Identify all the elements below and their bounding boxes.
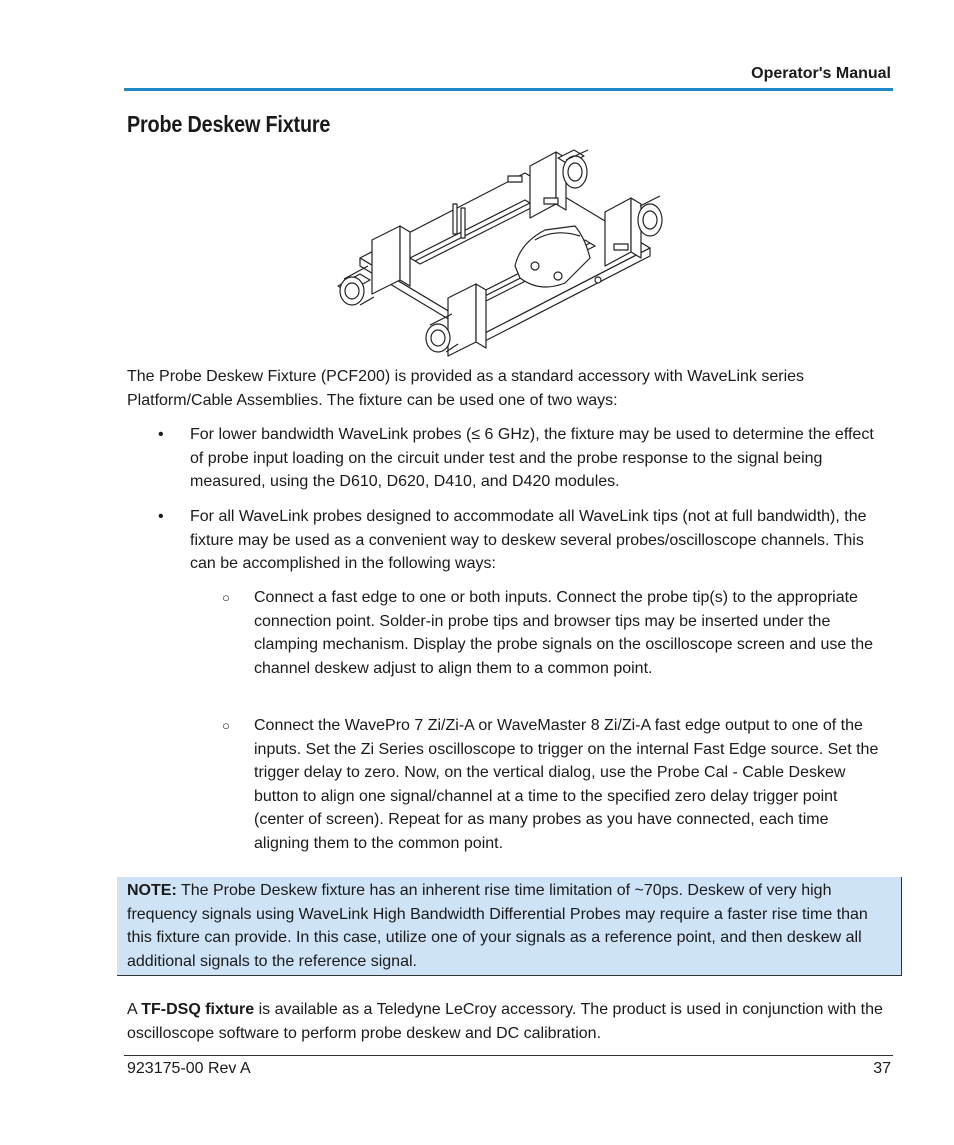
sub-list-item-text: Connect the WavePro 7 Zi/Zi-A or WaveMaster 8 Zi/Zi-A fast edge output to one of the inputs. Set the Zi Series oscilloscope to trigger on the internal Fast Edge source. Set the trigger delay to zero. Now, on the vertical dialog, use the Probe Cal - Cable Deskew button to align one signal/channel at a time to the specified zero delay trigger point (center of screen). Repeat for as many probes as you have connected, each time aligning them to the common point. — [254, 717, 879, 852]
note-text — [127, 879, 897, 973]
closing-paragraph — [127, 998, 887, 1045]
sub-list-item-text: Connect a fast edge to one or both inputs. Connect the probe tip(s) to the appropriate connection point. Solder-in probe tips and browser tips may be inserted under the clamping mechanism. Display the probe signals on the oscilloscope screen and use the channel deskew adjust to align them to a common point. — [254, 589, 874, 677]
footer-divider — [124, 1055, 893, 1056]
header-divider — [124, 88, 893, 91]
list-item-text: For lower bandwidth WaveLink probes (≤ 6 GHz), the fixture may be used to determine the effect of probe input loading on the circuit under test and the probe response to the signal being measured, using the D610, D620, D410, and D420 modules. — [190, 426, 874, 490]
closing-suffix: is available as a Teledyne LeCroy accessory. The product is used in conjunction with the oscilloscope software to perform probe deskew and DC calibration. — [127, 1001, 883, 1042]
list-item-text: For all WaveLink probes designed to accommodate all WaveLink tips (not at full bandwidth), the fixture may be used as a convenient way to deskew several probes/oscilloscope channels. This can be accomplished in the following ways: — [190, 508, 867, 572]
circle-bullet-icon: ○ — [222, 590, 230, 605]
page-title: Probe Deskew Fixture — [127, 111, 331, 137]
intro-paragraph: The Probe Deskew Fixture (PCF200) is provided as a standard accessory with WaveLink series Platform/Cable Assemblies. The fixture can be used one of two ways: — [127, 368, 805, 409]
probe-deskew-fixture-illustration — [330, 148, 680, 360]
closing-prefix: A — [127, 1001, 142, 1018]
product-name: TF-DSQ fixture — [141, 1001, 255, 1018]
note-label: NOTE: — [127, 882, 177, 899]
page-number: 37 — [873, 1060, 891, 1077]
note-box — [117, 877, 902, 976]
bullet-icon: • — [158, 426, 164, 443]
note-body: The Probe Deskew fixture has an inherent rise time limitation of ~70ps. Deskew of very high frequency signals using WaveLink High Bandwidth Differential Probes may require a faster rise time than this fixture can provide. In this case, utilize one of your signals as a reference point, and then deskew all additional signals to the reference signal. — [127, 882, 868, 970]
bullet-icon: • — [158, 508, 164, 525]
header-title: Operator's Manual — [751, 65, 891, 82]
circle-bullet-icon: ○ — [222, 718, 230, 733]
document-number: 923175-00 Rev A — [127, 1060, 251, 1077]
